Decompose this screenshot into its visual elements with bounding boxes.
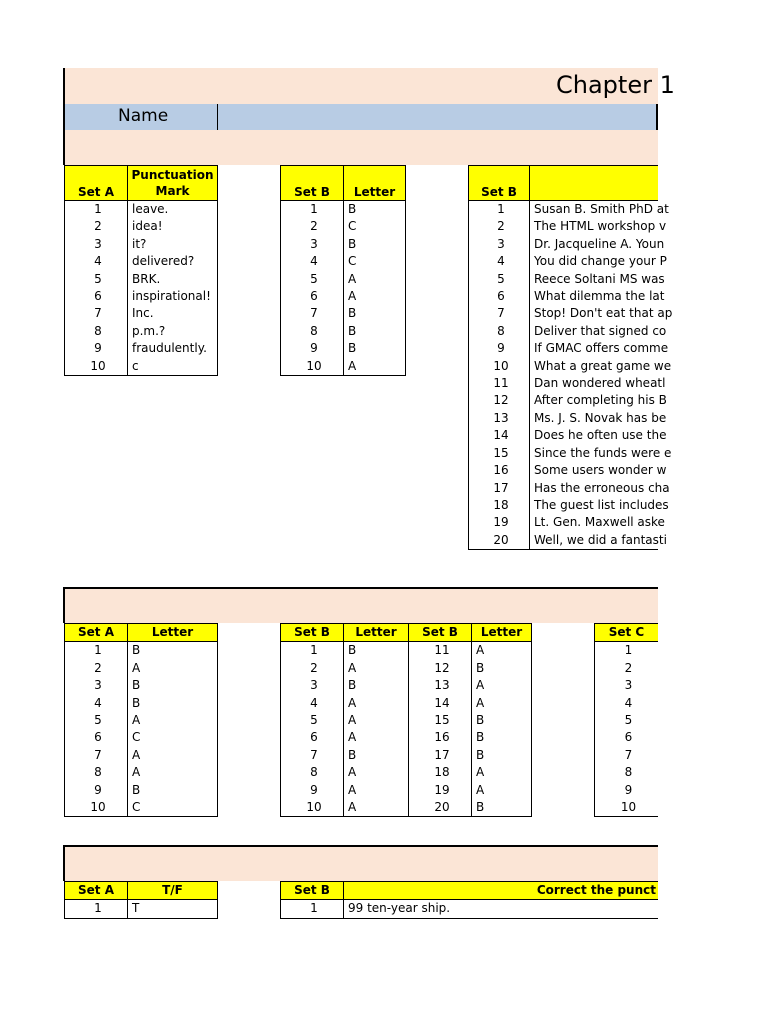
set-number-cell: 17: [409, 747, 472, 764]
table-row: [469, 514, 659, 531]
table-row: [281, 695, 532, 712]
set-number-cell: 7: [281, 747, 344, 764]
set-number-cell: 12: [409, 660, 472, 677]
table-row: [469, 375, 659, 392]
table-set-b-letter: [280, 165, 406, 376]
table-row: [281, 747, 532, 764]
set-number-cell: 2: [469, 218, 530, 235]
section-band-1-left-border: [63, 130, 65, 165]
section-band-3-left-border: [63, 845, 65, 881]
set-number-cell: 3: [469, 236, 530, 253]
set-number-cell: 1: [281, 900, 344, 918]
letter-cell: B: [128, 695, 218, 712]
punctuation-cell: delivered?: [128, 253, 218, 270]
set-number-cell: 14: [409, 695, 472, 712]
set-number-cell: 8: [65, 764, 128, 781]
letter-cell: A: [344, 782, 409, 799]
section-band-2-left-border: [63, 587, 65, 623]
sentence-cell: Since the funds were e: [530, 445, 659, 462]
table-row: [469, 410, 659, 427]
sentence-cell: The guest list includes: [530, 497, 659, 514]
name-divider: [217, 104, 218, 130]
sentence-cell: You did change your P: [530, 253, 659, 270]
set-number-cell: 6: [281, 729, 344, 746]
set-number-cell: 4: [281, 695, 344, 712]
set-number-cell: 1: [65, 900, 128, 918]
sentence-cell: Dan wondered wheatl: [530, 375, 659, 392]
set-number-cell: 10: [65, 358, 128, 376]
section-band-1: [64, 130, 658, 165]
table-row: [65, 305, 218, 322]
letter-cell: A: [344, 764, 409, 781]
set-number-cell: 5: [65, 712, 128, 729]
col-header-set-b: Set B: [281, 166, 344, 201]
letter-cell: A: [344, 729, 409, 746]
letter-cell: A: [344, 712, 409, 729]
table-row: [281, 358, 406, 376]
set-number-cell: 1: [469, 201, 530, 219]
letter-cell: B: [344, 747, 409, 764]
set-number-cell: 1: [65, 201, 128, 219]
col-header-punctuation-mark: Punctuation Mark: [128, 166, 218, 201]
table-row: [469, 288, 659, 305]
table-row: [281, 288, 406, 305]
punctuation-cell: BRK.: [128, 271, 218, 288]
col-header-set-a: Set A: [65, 882, 128, 900]
letter-cell: C: [344, 253, 406, 270]
letter-cell: B: [472, 729, 532, 746]
set-number-cell: 2: [595, 660, 659, 677]
sentence-cell: Well, we did a fantasti: [530, 532, 659, 550]
set-number-cell: 9: [595, 782, 659, 799]
table-row: [281, 253, 406, 270]
set-number-cell: 6: [65, 729, 128, 746]
set-number-cell: 7: [65, 305, 128, 322]
letter-cell: B: [344, 323, 406, 340]
letter-cell: A: [472, 642, 532, 660]
col-header-set-c: Set C: [595, 624, 659, 642]
table-row: [281, 642, 532, 660]
sentence-cell: Has the erroneous cha: [530, 480, 659, 497]
col-header-set-b: Set B: [469, 166, 530, 201]
punctuation-cell: inspirational!: [128, 288, 218, 305]
name-row-left-border: [63, 104, 65, 130]
table-row: [281, 236, 406, 253]
table-row: [281, 764, 532, 781]
letter-cell: A: [128, 660, 218, 677]
table-row: [65, 900, 218, 918]
set-number-cell: 10: [65, 799, 128, 817]
table-row: [595, 747, 659, 764]
table-row: [65, 747, 218, 764]
letter-cell: B: [472, 712, 532, 729]
col-header-tf: T/F: [128, 882, 218, 900]
punctuation-cell: c: [128, 358, 218, 376]
set-number-cell: 8: [595, 764, 659, 781]
table-row: [469, 532, 659, 550]
set-number-cell: 16: [409, 729, 472, 746]
set-number-cell: 9: [281, 782, 344, 799]
set-number-cell: 9: [65, 782, 128, 799]
table-row: [469, 305, 659, 322]
letter-cell: B: [344, 201, 406, 219]
set-number-cell: 9: [469, 340, 530, 357]
set-number-cell: 5: [281, 712, 344, 729]
col-header-letter: Letter: [344, 166, 406, 201]
table-row: [469, 201, 659, 219]
table-row: [65, 358, 218, 376]
letter-cell: A: [344, 695, 409, 712]
sentence-cell: Susan B. Smith PhD at: [530, 201, 659, 219]
table-row: [65, 323, 218, 340]
col-header-letter: Letter: [344, 624, 409, 642]
letter-cell: B: [344, 642, 409, 660]
col-header-letter: Letter: [128, 624, 218, 642]
table-row: [281, 305, 406, 322]
punctuation-cell: fraudulently.: [128, 340, 218, 357]
punctuation-cell: Inc.: [128, 305, 218, 322]
set-number-cell: 13: [409, 677, 472, 694]
set-number-cell: 4: [595, 695, 659, 712]
table2-body: [281, 201, 406, 376]
letter-cell: B: [128, 642, 218, 660]
table-row: [469, 236, 659, 253]
table-row: [595, 660, 659, 677]
table-row: [469, 462, 659, 479]
table-row: [281, 340, 406, 357]
set-number-cell: 20: [469, 532, 530, 550]
table-set-b-sentences: [468, 165, 673, 550]
set-number-cell: 7: [469, 305, 530, 322]
table-row: [281, 900, 659, 918]
set-number-cell: 18: [409, 764, 472, 781]
table-row: [65, 288, 218, 305]
table-row: [65, 799, 218, 817]
set-number-cell: 3: [281, 677, 344, 694]
col-header-set-a: Set A: [65, 624, 128, 642]
table6-body: [595, 642, 659, 817]
table-row: [281, 323, 406, 340]
letter-cell: A: [472, 677, 532, 694]
table-row: [65, 201, 218, 219]
punctuation-cell: leave.: [128, 201, 218, 219]
set-number-cell: 7: [281, 305, 344, 322]
set-number-cell: 14: [469, 427, 530, 444]
set-number-cell: 6: [281, 288, 344, 305]
sentence-cell: Deliver that signed co: [530, 323, 659, 340]
table-row: [65, 764, 218, 781]
letter-cell: B: [472, 747, 532, 764]
col-header-set-b: Set B: [281, 624, 344, 642]
col-header-set-b-2: Set B: [409, 624, 472, 642]
set-number-cell: 4: [65, 695, 128, 712]
sentence-cell: Stop! Don't eat that ap: [530, 305, 659, 322]
table-row: [281, 660, 532, 677]
sentence-cell: Dr. Jacqueline A. Youn: [530, 236, 659, 253]
set-number-cell: 5: [281, 271, 344, 288]
table-row: [281, 218, 406, 235]
letter-cell: A: [472, 695, 532, 712]
set-number-cell: 8: [469, 323, 530, 340]
table-row: [281, 799, 532, 817]
table-row: [469, 218, 659, 235]
set-number-cell: 20: [409, 799, 472, 817]
sentence-cell: The HTML workshop v: [530, 218, 659, 235]
punctuation-cell: it?: [128, 236, 218, 253]
set-number-cell: 16: [469, 462, 530, 479]
section-band-2: [64, 588, 658, 623]
sentence-cell: What dilemma the lat: [530, 288, 659, 305]
table-row: [65, 729, 218, 746]
letter-cell: A: [128, 764, 218, 781]
letter-cell: C: [344, 218, 406, 235]
table-row: [595, 642, 659, 660]
sentence-cell: Reece Soltani MS was: [530, 271, 659, 288]
table-row: [65, 253, 218, 270]
letter-cell: B: [128, 677, 218, 694]
table-row: [281, 271, 406, 288]
set-number-cell: 6: [595, 729, 659, 746]
letter-cell: A: [344, 660, 409, 677]
set-number-cell: 3: [281, 236, 344, 253]
table-row: [469, 271, 659, 288]
letter-cell: A: [344, 288, 406, 305]
table-set-a-tf: [64, 881, 218, 919]
table-row: [281, 729, 532, 746]
set-number-cell: 15: [409, 712, 472, 729]
set-number-cell: 11: [409, 642, 472, 660]
table-row: [65, 218, 218, 235]
table-row: [281, 677, 532, 694]
table-row: [469, 253, 659, 270]
set-number-cell: 9: [281, 340, 344, 357]
page-title: Chapter 1: [556, 71, 675, 99]
table-set-b-correct: [280, 881, 658, 919]
table7-body: [65, 900, 218, 918]
section-band-3: [64, 846, 658, 881]
table-row: [65, 660, 218, 677]
col-header-letter-2: Letter: [472, 624, 532, 642]
table-row: [469, 497, 659, 514]
set-number-cell: 3: [65, 236, 128, 253]
name-row-right-border: [656, 104, 658, 130]
set-number-cell: 2: [281, 218, 344, 235]
letter-cell: C: [128, 729, 218, 746]
table-row: [469, 427, 659, 444]
table-row: [65, 271, 218, 288]
table-row: [469, 340, 659, 357]
table-set-b-letter-double: [280, 623, 532, 817]
table-row: [65, 695, 218, 712]
answer-cell: 99 ten-year ship.: [344, 900, 659, 918]
letter-cell: B: [344, 236, 406, 253]
table-row: [595, 782, 659, 799]
table1-body: [65, 201, 218, 376]
sentence-cell: What a great game we: [530, 358, 659, 375]
set-number-cell: 10: [281, 358, 344, 376]
set-number-cell: 1: [595, 642, 659, 660]
set-number-cell: 8: [65, 323, 128, 340]
table-row: [595, 677, 659, 694]
sentence-cell: Some users wonder w: [530, 462, 659, 479]
table-row: [469, 480, 659, 497]
letter-cell: A: [472, 764, 532, 781]
set-number-cell: 17: [469, 480, 530, 497]
table-row: [595, 712, 659, 729]
set-number-cell: 19: [469, 514, 530, 531]
letter-cell: A: [128, 712, 218, 729]
set-number-cell: 12: [469, 392, 530, 409]
table3-body: [469, 201, 673, 550]
set-number-cell: 1: [65, 642, 128, 660]
table-row: [469, 358, 659, 375]
sentence-cell: Does he often use the: [530, 427, 659, 444]
set-number-cell: 13: [469, 410, 530, 427]
set-number-cell: 8: [281, 323, 344, 340]
table-row: [281, 712, 532, 729]
table-set-a-letter: [64, 623, 218, 817]
set-number-cell: 6: [65, 288, 128, 305]
letter-cell: B: [128, 782, 218, 799]
name-label: Name: [118, 106, 169, 126]
table-row: [65, 340, 218, 357]
table5-body: [281, 642, 532, 817]
set-number-cell: 11: [469, 375, 530, 392]
tf-cell: T: [128, 900, 218, 918]
set-number-cell: 8: [281, 764, 344, 781]
sentence-cell: Lt. Gen. Maxwell aske: [530, 514, 659, 531]
set-number-cell: 6: [469, 288, 530, 305]
table-row: [469, 445, 659, 462]
set-number-cell: 4: [469, 253, 530, 270]
punctuation-cell: p.m.?: [128, 323, 218, 340]
table-row: [469, 323, 659, 340]
set-number-cell: 3: [65, 677, 128, 694]
set-number-cell: 2: [281, 660, 344, 677]
set-number-cell: 10: [469, 358, 530, 375]
letter-cell: B: [344, 305, 406, 322]
letter-cell: A: [344, 799, 409, 817]
set-number-cell: 9: [65, 340, 128, 357]
set-number-cell: 2: [65, 660, 128, 677]
letter-cell: B: [344, 340, 406, 357]
set-number-cell: 15: [469, 445, 530, 462]
table-row: [281, 201, 406, 219]
set-number-cell: 18: [469, 497, 530, 514]
title-band-left-border: [63, 68, 65, 104]
table-row: [65, 782, 218, 799]
table-row: [65, 642, 218, 660]
set-number-cell: 1: [281, 642, 344, 660]
table-punctuation-mark: [64, 165, 218, 376]
letter-cell: A: [472, 782, 532, 799]
set-number-cell: 10: [595, 799, 659, 817]
set-number-cell: 7: [595, 747, 659, 764]
set-number-cell: 10: [281, 799, 344, 817]
set-number-cell: 5: [595, 712, 659, 729]
set-number-cell: 19: [409, 782, 472, 799]
table-row: [595, 695, 659, 712]
set-number-cell: 1: [281, 201, 344, 219]
section-band-3-top-border: [63, 845, 658, 847]
letter-cell: A: [344, 271, 406, 288]
table-row: [595, 729, 659, 746]
section-band-2-top-border: [63, 587, 658, 589]
letter-cell: A: [128, 747, 218, 764]
table8-body: [281, 900, 659, 918]
sentence-cell: If GMAC offers comme: [530, 340, 659, 357]
sentence-cell: After completing his B: [530, 392, 659, 409]
set-number-cell: 3: [595, 677, 659, 694]
set-number-cell: 4: [281, 253, 344, 270]
table4-body: [65, 642, 218, 817]
table-row: [65, 236, 218, 253]
set-number-cell: 5: [65, 271, 128, 288]
col-header-correct: Correct the punct: [344, 882, 659, 900]
col-header-sentence: [530, 166, 659, 201]
table-row: [469, 392, 659, 409]
letter-cell: B: [344, 677, 409, 694]
table-row: [65, 712, 218, 729]
letter-cell: A: [344, 358, 406, 376]
table-row: [595, 764, 659, 781]
punctuation-cell: idea!: [128, 218, 218, 235]
col-header-set-b: Set B: [281, 882, 344, 900]
set-number-cell: 2: [65, 218, 128, 235]
letter-cell: B: [472, 799, 532, 817]
sentence-cell: Ms. J. S. Novak has be: [530, 410, 659, 427]
table-set-c: [594, 623, 658, 817]
set-number-cell: 7: [65, 747, 128, 764]
table-row: [281, 782, 532, 799]
set-number-cell: 5: [469, 271, 530, 288]
letter-cell: B: [472, 660, 532, 677]
table-row: [65, 677, 218, 694]
letter-cell: C: [128, 799, 218, 817]
set-number-cell: 4: [65, 253, 128, 270]
table-row: [595, 799, 659, 817]
col-header-set-a: Set A: [65, 166, 128, 201]
